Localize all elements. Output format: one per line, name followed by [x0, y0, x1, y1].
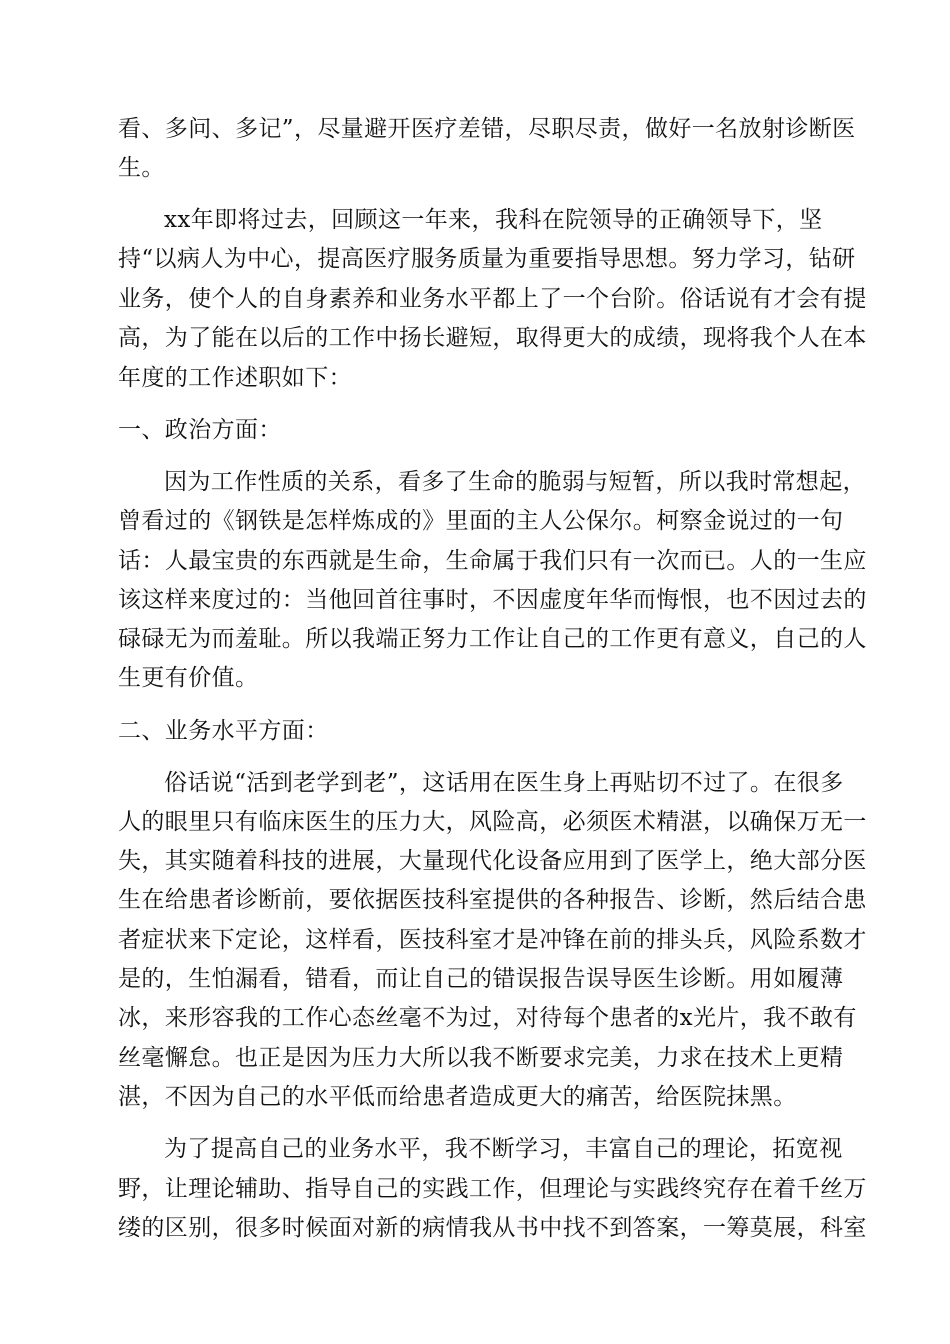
text-line: 俗话说“活到老学到老”，这话用在医生身上再贴切不过了。在很多: [164, 770, 844, 796]
text-line: 冰，来形容我的工作心态丝毫不为过，对待每个患者的x光片，我不敢有: [118, 1005, 857, 1031]
text-line: 生在给患者诊断前，要依据医技科室提供的各种报告、诊断，然后结合患: [118, 887, 867, 913]
text-line: 人的眼里只有临床医生的压力大，风险高，必须医术精湛，以确保万无一: [118, 809, 867, 835]
text-line: 曾看过的《钢铁是怎样炼成的》里面的主人公保尔。柯察金说过的一句: [118, 508, 844, 534]
text-line: 看、多问、多记”，尽量避开医疗差错，尽职尽责，做好一名放射诊断医: [118, 116, 856, 142]
text-line: 碌碌无为而羞耻。所以我端正努力工作让自己的工作更有意义，自己的人: [118, 626, 867, 652]
section-heading: 二、业务水平方面：: [118, 718, 329, 744]
text-line: 为了提高自己的业务水平，我不断学习，丰富自己的理论，拓宽视: [164, 1136, 843, 1162]
text-line: 业务，使个人的自身素养和业务水平都上了一个台阶。俗话说有才会有提: [118, 286, 867, 312]
text-line: 者症状来下定论，这样看，医技科室才是冲锋在前的排头兵，风险系数才: [118, 927, 867, 953]
text-line: 湛，不因为自己的水平低而给患者造成更大的痛苦，给医院抹黑。: [118, 1084, 797, 1110]
text-line: 野，让理论辅助、指导自己的实践工作，但理论与实践终究存在着千丝万: [118, 1176, 867, 1202]
text-line: 生。: [118, 155, 165, 181]
text-line: 因为工作性质的关系，看多了生命的脆弱与短暂，所以我时常想起，: [164, 469, 866, 495]
text-line: 高，为了能在以后的工作中扬长避短，取得更大的成绩，现将我个人在本: [118, 325, 867, 351]
text-line: xx年即将过去，回顾这一年来，我科在院领导的正确领导下，坚: [164, 207, 823, 233]
text-line: 缕的区别，很多时候面对新的病情我从书中找不到答案，一筹莫展，科室: [118, 1215, 867, 1241]
text-line: 话：人最宝贵的东西就是生命，生命属于我们只有一次而已。人的一生应: [118, 548, 867, 574]
text-line: 是的，生怕漏看，错看，而让自己的错误报告误导医生诊断。用如履薄: [118, 966, 844, 992]
text-line: 年度的工作述职如下：: [118, 365, 352, 391]
section-heading: 一、政治方面：: [118, 417, 282, 443]
text-line: 丝毫懈怠。也正是因为压力大所以我不断要求完美，力求在技术上更精: [118, 1045, 844, 1071]
text-line: 生更有价值。: [118, 665, 259, 691]
text-line: 持“以病人为中心，提高医疗服务质量为重要指导思想。努力学习，钻研: [118, 246, 856, 272]
text-line: 该这样来度过的：当他回首往事时，不因虚度年华而悔恨，也不因过去的: [118, 587, 867, 613]
text-line: 失，其实随着科技的进展，大量现代化设备应用到了医学上，绝大部分医: [118, 848, 867, 874]
